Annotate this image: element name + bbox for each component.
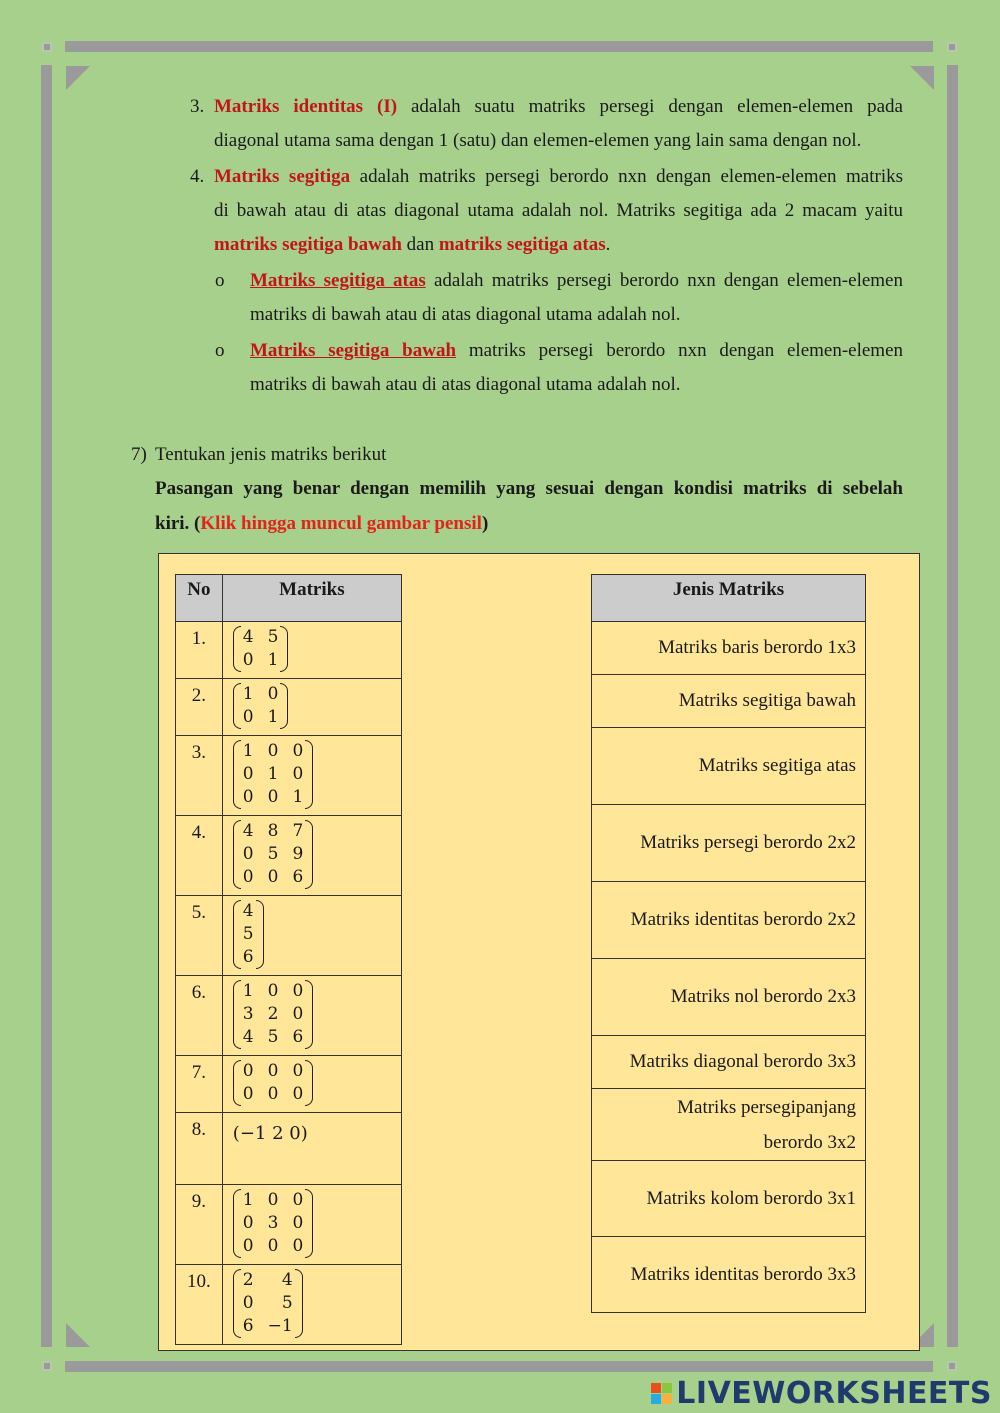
liveworksheets-logo <box>651 1376 992 1411</box>
matrix-type-option[interactable]: Matriks nol berordo 2x3 <box>592 959 866 1036</box>
matrix-entry: 0 <box>242 1061 254 1081</box>
matrix-row <box>176 1265 402 1345</box>
matrix-entry: 0 <box>292 764 304 784</box>
left-parenthesis <box>233 820 241 889</box>
matrix-header: Matriks <box>222 575 401 622</box>
matrix-type-option[interactable]: Matriks segitiga bawah <box>592 675 866 728</box>
matrix-entry: 5 <box>267 844 279 864</box>
matrix-type-row <box>592 1161 866 1237</box>
matrix-entry: 4 <box>242 627 254 647</box>
matrix-entry: 9 <box>292 844 304 864</box>
left-parenthesis <box>233 980 241 1049</box>
question-instruction-line2 <box>155 507 488 541</box>
matrix-entry: 2 <box>242 1270 254 1290</box>
instruction-highlight: Klik hingga muncul gambar pensil <box>200 513 482 534</box>
matrix <box>233 1060 313 1106</box>
matrix-type-option[interactable]: Matriks baris berordo 1x3 <box>592 622 866 675</box>
matrix-type-row <box>592 959 866 1036</box>
matrix-entry: 0 <box>267 1190 279 1210</box>
matrix-entry: 0 <box>267 787 279 807</box>
left-parenthesis <box>233 1189 241 1258</box>
frame-corner-triangle <box>66 66 90 90</box>
matrix-entry: 1 <box>267 650 279 670</box>
triangular-term: Matriks segitiga <box>214 166 351 187</box>
matrix-entry: 5 <box>242 924 254 944</box>
question-instruction-line1: Pasangan yang benar dengan memilih yang sesuai dengan kondisi matriks di sebelah <box>155 478 903 499</box>
matrix-entry: 0 <box>267 1236 279 1256</box>
frame-bottom-border <box>65 1361 933 1372</box>
identity-text: adalah suatu matriks persegi dengan elemen-elemen pada <box>411 96 903 117</box>
frame-corner <box>947 42 957 52</box>
matrix-entry: 1 <box>242 684 254 704</box>
matrix-type-row <box>592 805 866 882</box>
matrix <box>233 900 264 969</box>
matrix-entry: 4 <box>242 901 254 921</box>
upper-triangular-term: matriks segitiga atas <box>438 234 606 255</box>
matrix-entry: 4 <box>242 1027 254 1047</box>
matrix-row <box>176 976 402 1056</box>
matrix-row <box>176 1056 402 1113</box>
matrix <box>233 1269 303 1338</box>
matrix <box>233 626 289 672</box>
row-number: 5. <box>176 896 223 976</box>
matrix-entry: 0 <box>267 867 279 887</box>
right-parenthesis <box>280 683 288 729</box>
matrix-entry: 1 <box>292 787 304 807</box>
matrix-entry: 2 <box>267 1004 279 1024</box>
matrix-entry: 5 <box>267 1027 279 1047</box>
frame-top-border <box>65 41 933 52</box>
left-parenthesis <box>233 626 241 672</box>
left-parenthesis <box>233 900 241 969</box>
matrix-entry: 4 <box>281 1270 293 1290</box>
matrix-cell[interactable] <box>222 679 401 736</box>
conjunction-text: dan <box>406 234 435 255</box>
matrix <box>233 820 313 889</box>
matrix-entry: 0 <box>267 981 279 1001</box>
triangular-definition-line2: di bawah atau di atas diagonal utama adalah nol. Matriks segitiga ada 2 macam yaitu <box>214 200 903 221</box>
identity-term: Matriks identitas (I) <box>214 96 398 117</box>
lower-definition-line2: matriks di bawah atau di atas diagonal utama adalah nol. <box>250 374 681 395</box>
matrix-entry: 7 <box>292 821 304 841</box>
matrix-entry: 1 <box>242 1190 254 1210</box>
matrix-entry: 0 <box>292 1004 304 1024</box>
matrix-entry: 0 <box>267 1084 279 1104</box>
matrix-entry: 0 <box>242 844 254 864</box>
matrix <box>233 740 313 809</box>
matrix-entry: 0 <box>267 741 279 761</box>
matrix-entry: 0 <box>242 650 254 670</box>
matrix-type-option[interactable]: Matriks persegipanjang berordo 3x2 <box>592 1089 866 1161</box>
matrix-entry: 3 <box>242 1004 254 1024</box>
matrix-entry: 5 <box>281 1293 293 1313</box>
triangular-definition-line3 <box>214 228 903 262</box>
right-parenthesis <box>305 1189 313 1258</box>
matrix-type-option[interactable]: Matriks kolom berordo 3x1 <box>592 1161 866 1237</box>
lower-triangular-term: matriks segitiga bawah <box>214 234 402 255</box>
upper-definition-line2: matriks di bawah atau di atas diagonal utama adalah nol. <box>250 304 681 325</box>
matrix-cell[interactable] <box>222 1113 401 1185</box>
frame-corner-triangle <box>66 1323 90 1347</box>
matrix-row <box>176 816 402 896</box>
row-number: 7. <box>176 1056 223 1113</box>
item-number: 3. <box>190 96 205 117</box>
left-parenthesis <box>233 1269 241 1338</box>
left-parenthesis <box>233 1060 241 1106</box>
matrix-cell[interactable] <box>222 896 401 976</box>
triangular-text: adalah matriks persegi berordo nxn dengan elemen-elemen matriks <box>359 166 904 187</box>
matrix-entry: 1 <box>242 741 254 761</box>
upper-definition-line1 <box>250 264 903 298</box>
right-parenthesis <box>305 820 313 889</box>
row-number: 10. <box>176 1265 223 1345</box>
right-parenthesis <box>305 1060 313 1106</box>
matrix-row <box>176 1185 402 1265</box>
right-parenthesis <box>295 1269 303 1338</box>
matrix-type-row <box>592 1089 866 1161</box>
matrix-entry: 0 <box>292 981 304 1001</box>
matrix-entry: 0 <box>242 1236 254 1256</box>
lower-text: matriks persegi berordo nxn dengan elemen-elemen <box>468 340 904 361</box>
instruction-start: kiri. ( <box>155 513 201 534</box>
matrix-entry: −1 <box>267 1316 293 1336</box>
matrix-type-option[interactable]: Matriks segitiga atas <box>592 728 866 805</box>
matrix-row <box>176 679 402 736</box>
identity-definition-line1 <box>214 90 903 124</box>
question-number: 7) <box>131 444 147 465</box>
matrix-entry: 0 <box>292 1236 304 1256</box>
logo-text: LIVEWORKSHEETS <box>676 1376 992 1411</box>
matrix <box>233 683 289 729</box>
matrix-entry: 0 <box>267 1061 279 1081</box>
matrix-entry: 0 <box>292 741 304 761</box>
frame-corner <box>42 1361 52 1371</box>
matrix-entry: 6 <box>292 867 304 887</box>
matrix-row <box>176 1113 402 1185</box>
row-number: 9. <box>176 1185 223 1265</box>
matrix-table <box>175 574 402 1345</box>
item-number: 4. <box>190 166 205 187</box>
matrix-row <box>176 622 402 679</box>
matrix-entry: 1 <box>267 764 279 784</box>
matrix-type-option[interactable]: Matriks persegi berordo 2x2 <box>592 805 866 882</box>
matrix-entry: 8 <box>267 821 279 841</box>
row-number: 1. <box>176 622 223 679</box>
matrix-entry: 1 <box>242 981 254 1001</box>
matrix-type-option[interactable]: Matriks diagonal berordo 3x3 <box>592 1036 866 1089</box>
right-parenthesis <box>305 980 313 1049</box>
row-number: 2. <box>176 679 223 736</box>
matrix-entry: 6 <box>242 947 254 967</box>
row-number: 4. <box>176 816 223 896</box>
matrix-entry: 0 <box>242 1213 254 1233</box>
triangular-definition-line1 <box>214 160 903 194</box>
matrix-entry: 0 <box>242 1084 254 1104</box>
matrix-cell[interactable] <box>222 1056 401 1113</box>
matrix-entry: 0 <box>292 1061 304 1081</box>
matrix-cell[interactable] <box>222 622 401 679</box>
matrix-type-header: Jenis Matriks <box>592 575 866 622</box>
frame-left-border <box>41 65 52 1347</box>
upper-triangular-link-term: Matriks segitiga atas <box>250 270 426 291</box>
matrix-entry: 4 <box>242 821 254 841</box>
period-text: . <box>605 234 611 255</box>
matrix-cell[interactable] <box>222 1185 401 1265</box>
no-header: No <box>176 575 223 622</box>
left-parenthesis <box>233 683 241 729</box>
matrix-cell[interactable] <box>222 816 401 896</box>
question-title: Tentukan jenis matriks berikut <box>155 444 387 465</box>
lower-triangular-link-term: Matriks segitiga bawah <box>250 340 457 361</box>
matrix-cell[interactable] <box>222 1265 401 1345</box>
matrix-entry: 3 <box>267 1213 279 1233</box>
left-parenthesis <box>233 740 241 809</box>
matrix-entry: 5 <box>267 627 279 647</box>
matrix-entry: 0 <box>267 684 279 704</box>
matrix-entry: 0 <box>292 1213 304 1233</box>
matrix-entry: 6 <box>242 1316 254 1336</box>
row-number: 8. <box>176 1113 223 1185</box>
matrix-cell[interactable] <box>222 736 401 816</box>
matrix-entry: 0 <box>292 1084 304 1104</box>
lower-definition-line1 <box>250 334 903 368</box>
right-parenthesis <box>256 900 264 969</box>
matrix-entry: 0 <box>242 764 254 784</box>
matrix-type-option[interactable]: Matriks identitas berordo 3x3 <box>592 1237 866 1313</box>
matrix <box>233 980 313 1049</box>
matrix-entry: 0 <box>292 1190 304 1210</box>
upper-text: adalah matriks persegi berordo nxn dengan elemen-elemen <box>433 270 903 291</box>
matrix-type-row <box>592 728 866 805</box>
right-parenthesis <box>305 740 313 809</box>
matrix-type-row <box>592 675 866 728</box>
matrix-type-row <box>592 1036 866 1089</box>
right-parenthesis <box>280 626 288 672</box>
frame-corner-triangle <box>910 66 934 90</box>
matrix-entry: 1 <box>267 707 279 727</box>
frame-corner <box>42 42 52 52</box>
identity-definition-line2: diagonal utama sama dengan 1 (satu) dan elemen-elemen yang lain sama dengan nol. <box>214 130 862 151</box>
matrix-row <box>176 896 402 976</box>
matrix-type-table <box>591 574 866 1313</box>
matrix-type-option[interactable]: Matriks identitas berordo 2x2 <box>592 882 866 959</box>
row-number: 6. <box>176 976 223 1056</box>
matrix-entry: 0 <box>242 707 254 727</box>
matrix-entry: 6 <box>292 1027 304 1047</box>
frame-corner <box>947 1361 957 1371</box>
matrix-entry: 0 <box>242 787 254 807</box>
matrix-cell[interactable] <box>222 976 401 1056</box>
matrix-type-row <box>592 882 866 959</box>
matrix-entry: 0 <box>242 867 254 887</box>
matrix-type-row <box>592 1237 866 1313</box>
matrix-type-row <box>592 622 866 675</box>
liveworksheets-logo-icon <box>651 1383 673 1405</box>
matrix <box>233 1189 313 1258</box>
matrix-entry: 0 <box>242 1293 254 1313</box>
bullet: o <box>215 340 225 361</box>
frame-right-border <box>947 65 958 1347</box>
row-number: 3. <box>176 736 223 816</box>
instruction-end: ) <box>481 513 489 534</box>
bullet: o <box>215 270 225 291</box>
row-vector: (−1 2 0) <box>232 1123 308 1144</box>
matrix-row <box>176 736 402 816</box>
